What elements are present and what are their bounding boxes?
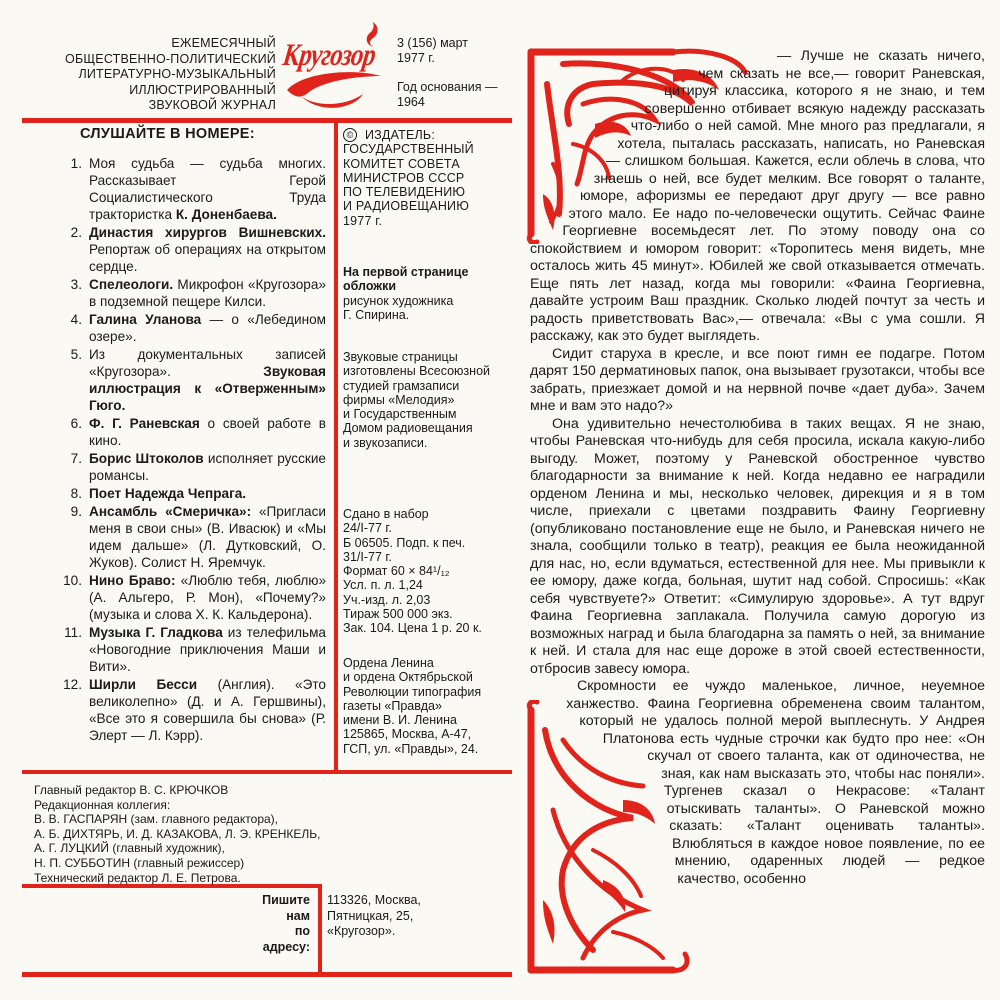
masthead-description [60,36,276,114]
cover-title: обложки [343,279,397,294]
list-item [54,415,326,449]
imprint-line: Зак. 104. Цена 1 р. 20 к. [343,621,482,636]
write-label-line: нам [286,908,310,923]
list-item [54,346,326,414]
printer-line: имени В. И. Ленина [343,713,457,728]
list-item [54,224,326,275]
imprint-line: Сдано в набор [343,507,429,521]
item-text: Поет Надежда Чепрага. [89,486,247,501]
cover-credit [343,265,513,322]
krugozor-logo [280,20,388,112]
item-number: 5. [70,347,82,362]
item-number: 10. [63,573,82,588]
founded-info [397,80,498,110]
publisher-block [343,128,513,228]
sound-line: Звуковые страницы [343,350,458,364]
item-text: Спелеологи. Микрофон «Кругозора» в подземной пещере Килси. [89,277,326,309]
list-item [54,311,326,345]
write-label-line: по адресу: [262,924,310,954]
list-item [54,624,326,675]
item-number: 8. [70,486,82,501]
printer-line: и ордена Октябрьской [343,670,473,685]
printer-line: ГСП, ул. «Правды», 24. [343,741,479,756]
masthead-line: ОБЩЕСТВЕННО-ПОЛИТИЧЕСКИЙ [65,51,276,66]
publisher-line: ПО ТЕЛЕВИДЕНИЮ [343,185,466,200]
item-number: 2. [70,225,82,240]
item-text: Борис Штоколов исполняет русские романсы. [89,451,326,483]
staff-line: Главный редактор В. С. КРЮЧКОВ [34,783,229,797]
address-line: Пятницкая, 25, [327,908,414,923]
item-text: Из документальных записей «Кругозора». Звуковая иллюстрация к «Отверженным» Гюго. [89,347,326,413]
copyright-icon: © [343,128,357,142]
issue-number: 3 (156) март [397,36,469,50]
staff-line: Технический редактор Л. Е. Петрова. [34,870,241,885]
rule-top [22,118,512,123]
article [530,48,985,948]
address-line: «Кругозор». [327,924,396,938]
sound-line: изготовлены Всесоюзной [343,364,490,379]
item-text: Ансамбль «Смеричка»: «Пригласи меня в свои сны» (В. Ивасюк) и «Мы идем дальше» (Л. Дутковский, О. Жуков). Солист Н. Яремчук. [89,504,326,570]
item-text: Ширли Бесси (Англия). «Это великолепно» (Д. и А. Гершвины), «Все это я совершила бы снова» (Р. Элерт — Л. Кэрр). [89,677,326,743]
masthead-line: ИЛЛЮСТРИРОВАННЫЙ [129,82,276,97]
item-text: Ф. Г. Раневская о своей работе в кино. [89,416,326,448]
masthead-line: ЛИТЕРАТУРНО-МУЗЫКАЛЬНЫЙ [78,67,276,82]
staff-line: Редакционная коллегия: [34,797,171,812]
list-item [54,572,326,623]
contents-title: СЛУШАЙТЕ В НОМЕРЕ: [80,126,255,142]
cover-line: рисунок художника [343,293,454,308]
founded-label: Год основания — [397,80,498,94]
contents-list [54,155,326,745]
imprint-line: Уч.-изд. л. 2,03 [343,592,431,607]
list-item [54,276,326,310]
printer-line: 125865, Москва, А-47, [343,727,472,742]
staff-line: А. Г. ЛУЦКИЙ (главный художник), [34,841,225,856]
staff-line: А. Б. ДИХТЯРЬ, И. Д. КАЗАКОВА, Л. Э. КРЕНКЕЛЬ, [34,826,321,841]
article-paragraph: Сидит старуха в кресле, и все поют гимн ее подагре. Потом дарят 150 дерматиновых папок, она вызывает грузотакси, чтобы все забрать, приезжает домой и на нервной почве «дает дуба». Зачем мне и вам это надо?» [530,345,985,414]
rule-middle [22,770,512,774]
founded-year: 1964 [397,95,425,109]
publisher-line: ИЗДАТЕЛЬ: [365,128,436,142]
rule-bottom [22,972,512,977]
sound-line: Домом радиовещания [343,421,473,436]
publisher-line: ГОСУДАРСТВЕННЫЙ [343,142,474,157]
item-number: 4. [70,312,82,327]
article-paragraph: Скромности ее чуждо маленькое, личное, неуемное ханжество. Фаина Георгиевна обременена своим талантом, который не удалось полной мерой выплеснуть. У Андрея Платонова есть чудные строчки как будто про нее: «Он скучал от своего таланта, как от одиночества, не зная, как нам высказать это, чтобы нас поняли». Тургенев сказал о Некрасове: «Талант отыскивать таланты». О Раневской можно сказать: «Талант оценивать таланты». Влюбляться в каждое новое появление, по ее мнению, одаренных людей — редкое качество, особенно [566,678,985,887]
list-item [54,450,326,484]
printer-line: Ордена Ленина [343,656,434,670]
sound-line: и Государственным [343,407,457,422]
issue-info [397,36,468,66]
write-label-line: Пишите [262,893,310,907]
rule-address-divider [318,884,322,974]
mailing-address [327,893,487,940]
publisher-line: КОМИТЕТ СОВЕТА [343,156,460,171]
list-item [54,503,326,571]
item-text: Музыка Г. Гладкова из телефильма «Новогодние приключения Маши и Вити». [89,625,326,674]
sound-line: фирмы «Мелодия» [343,392,455,407]
list-item [54,155,326,223]
printer-line: газеты «Правда» [343,698,442,713]
issue-year: 1977 г. [397,51,435,65]
item-text: Династия хирургов Вишневских. Репортаж об операциях на открытом сердце. [89,225,326,274]
staff-line: В. В. ГАСПАРЯН (зам. главного редактора), [34,812,279,827]
item-number: 6. [70,416,82,431]
staff-line: Н. П. СУББОТИН (главный режиссер) [34,855,245,870]
article-paragraph: — Лучше не сказать ничего, чем сказать не все,— говорит Раневская, цитируя классика, которого я не знаю, и тем совершенно отбивает всякую надежду рассказать что-либо о ней самой. Мне много раз предлагали, я хотела, пыталась рассказать, написать, но Раневская — слишком большая. Кажется, если облечь в слова, что знаешь о ней, все будет мелким. Все говорят о таланте, юморе, афоризмы ее передают друг другу — все равно этого мало. Ее надо по-человечески ощутить. Сейчас Фаине Георгиевне восемьдесят лет. По этому поводу она со спокойствием и юмором говорит: «Торопитесь меня видеть, мне осталось жить 45 минут». Юбилей же свой отказывается отмечать. Еще пять лет назад, когда мы говорили: «Фаина Георгиевна, давайте устроим Ваш праздник. Сколько людей почтут за честь и радость приветствовать Вас»,— отвечала: «Вы с ума сошли. Я расскажу, как это будет выглядеть. [530,48,985,344]
editorial-staff [34,783,334,885]
item-number: 1. [70,156,82,171]
printer-info [343,656,518,756]
masthead-line: ЕЖЕМЕСЯЧНЫЙ [171,36,276,50]
item-text: Нино Браво: «Люблю тебя, люблю» (А. Альгеро, Р. Мон), «Почему?» (музыка и слова Х. К. Кальдерона). [89,573,327,622]
item-number: 9. [70,504,82,519]
write-to-us-label [250,893,310,955]
logo-text: Кругозор [280,38,378,73]
item-text: Галина Уланова — о «Лебедином озере». [89,312,326,344]
imprint-line: 24/I-77 г. [343,521,392,536]
imprint-line: Б 06505. Подп. к печ. [343,535,466,550]
printer-line: Революции типография [343,684,482,699]
item-number: 3. [70,277,82,292]
sound-line: студией грамзаписи [343,378,460,393]
imprint-line: Тираж 500 000 экз. [343,607,453,622]
sound-pages-credit [343,350,513,450]
address-line: 113326, Москва, [327,893,421,907]
article-paragraph: Она удивительно нечестолюбива в таких вещах. Я не знаю, чтобы Раневская что-нибудь для себя просила, искала какую-либо выгоду. Может, поэтому у Раневской обостренное чувство благодарности за внимание к ней. Когда недавно ее наградили орденом Ленина и мы, несколько человек, дирекция и я в том числе, приехали с цветами поздравить Фаину Георгиевну (опубликовано постановление еще не было, и Раневская ничего не знала, сообщили только в театр), реакция ее была неожиданной для нас, но, если вдуматься, естественной для нее. Мы привыкли к ее юмору, даже когда, больная, шутит над собой. Спросишь: «Как себя чувствуете?» Ответит: «Симулирую здоровье». А тут вдруг Фаина Георгиевна заплакала. Получила самую дорогую из возможных наград и была благодарна за память о ней, за внимание к ней. И стала для нас еще дороже в этой своей естественности, отбросив завесу юмора. [530,415,985,677]
print-imprint [343,507,513,636]
publisher-line: МИНИСТРОВ СССР [343,170,465,185]
publisher-line: И РАДИОВЕЩАНИЮ [343,199,470,214]
list-item [54,485,326,502]
list-item [54,676,326,744]
publisher-line: 1977 г. [343,213,383,228]
sound-line: и звукозаписи. [343,435,428,450]
item-number: 12. [63,677,82,692]
cover-title: На первой странице [343,265,469,279]
imprint-line: Усл. п. л. 1,24 [343,578,423,593]
item-number: 7. [70,451,82,466]
rule-column-divider [334,123,338,770]
item-number: 11. [64,625,82,640]
imprint-line: 31/I-77 г. [343,549,392,564]
cover-line: Г. Спирина. [343,307,410,322]
imprint-line: Формат 60 × 84¹/₁₂ [343,564,450,579]
masthead-line: ЗВУКОВОЙ ЖУРНАЛ [148,98,276,113]
item-text: Моя судьба — судьба многих. Рассказывает Герой Социалистического Труда трактористка К. Доненбаева. [89,156,326,222]
